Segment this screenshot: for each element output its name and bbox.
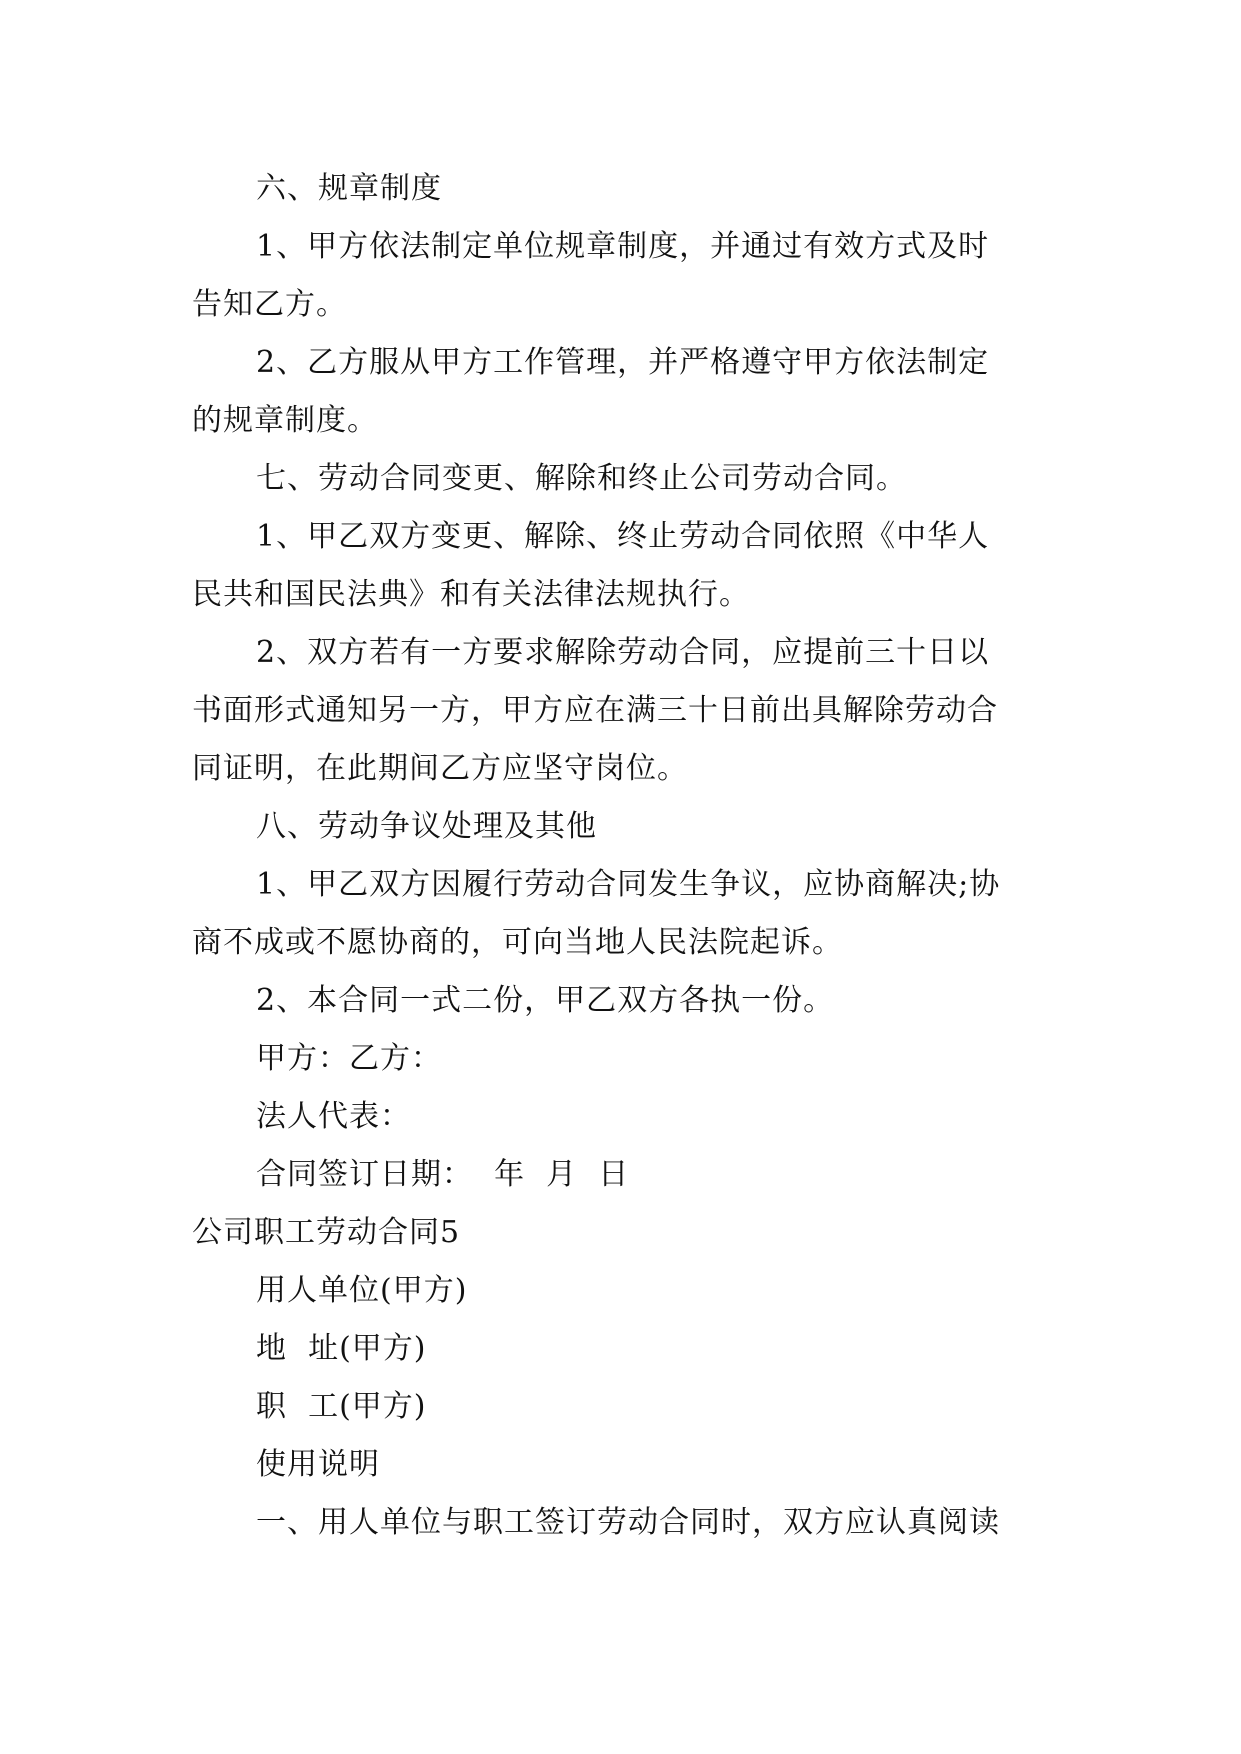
paragraph-line: 书面形式通知另一方，甲方应在满三十日前出具解除劳动合 bbox=[192, 693, 998, 728]
employer-label: 用人单位(甲方) bbox=[256, 1273, 468, 1308]
paragraph-line: 商不成或不愿协商的，可向当地人民法院起诉。 bbox=[192, 925, 843, 960]
document-body bbox=[192, 160, 1052, 1552]
legal-rep-label: 法人代表： bbox=[256, 1099, 411, 1134]
paragraph-disputes-2 bbox=[192, 972, 1052, 1030]
signature-legal-rep bbox=[192, 1088, 1052, 1146]
paragraph-line: 1、甲乙双方因履行劳动合同发生争议，应协商解决;协 bbox=[256, 867, 1001, 902]
paragraph-line: 2、乙方服从甲方工作管理，并严格遵守甲方依法制定 bbox=[256, 345, 990, 380]
contract-title-text: 公司职工劳动合同5 bbox=[192, 1215, 461, 1250]
paragraph-contract-change-2 bbox=[192, 624, 1052, 798]
section-heading-disputes bbox=[192, 798, 1052, 856]
section-heading-contract-change bbox=[192, 450, 1052, 508]
parties-label: 甲方：乙方： bbox=[256, 1041, 442, 1076]
usage-heading bbox=[192, 1436, 1052, 1494]
paragraph-line: 一、用人单位与职工签订劳动合同时，双方应认真阅读 bbox=[256, 1505, 1000, 1540]
heading-text: 七、劳动合同变更、解除和终止公司劳动合同。 bbox=[256, 461, 907, 496]
address-field bbox=[192, 1320, 1052, 1378]
employee-label: 职 工(甲方) bbox=[256, 1389, 427, 1424]
contract-5-title bbox=[192, 1204, 1052, 1262]
paragraph-line: 1、甲方依法制定单位规章制度，并通过有效方式及时 bbox=[256, 229, 990, 264]
signature-parties bbox=[192, 1030, 1052, 1088]
paragraph-line: 民共和国民法典》和有关法律法规执行。 bbox=[192, 577, 750, 612]
paragraph-disputes-1 bbox=[192, 856, 1052, 972]
usage-paragraph-1 bbox=[192, 1494, 1052, 1552]
paragraph-line: 2、双方若有一方要求解除劳动合同，应提前三十日以 bbox=[256, 635, 990, 670]
paragraph-line: 的规章制度。 bbox=[192, 403, 378, 438]
sign-date-label: 合同签订日期： 年 月 日 bbox=[256, 1157, 630, 1192]
heading-text: 六、规章制度 bbox=[256, 171, 442, 206]
employer-field bbox=[192, 1262, 1052, 1320]
paragraph-contract-change-1 bbox=[192, 508, 1052, 624]
section-heading-rules bbox=[192, 160, 1052, 218]
paragraph-line: 2、本合同一式二份，甲乙双方各执一份。 bbox=[256, 983, 835, 1018]
paragraph-line: 1、甲乙双方变更、解除、终止劳动合同依照《中华人 bbox=[256, 519, 990, 554]
employee-field bbox=[192, 1378, 1052, 1436]
paragraph-rules-2 bbox=[192, 334, 1052, 450]
paragraph-line: 告知乙方。 bbox=[192, 287, 347, 322]
paragraph-rules-1 bbox=[192, 218, 1052, 334]
signature-date bbox=[192, 1146, 1052, 1204]
heading-text: 八、劳动争议处理及其他 bbox=[256, 809, 597, 844]
usage-heading-text: 使用说明 bbox=[256, 1447, 380, 1482]
address-label: 地 址(甲方) bbox=[256, 1331, 427, 1366]
paragraph-line: 同证明，在此期间乙方应坚守岗位。 bbox=[192, 751, 688, 786]
